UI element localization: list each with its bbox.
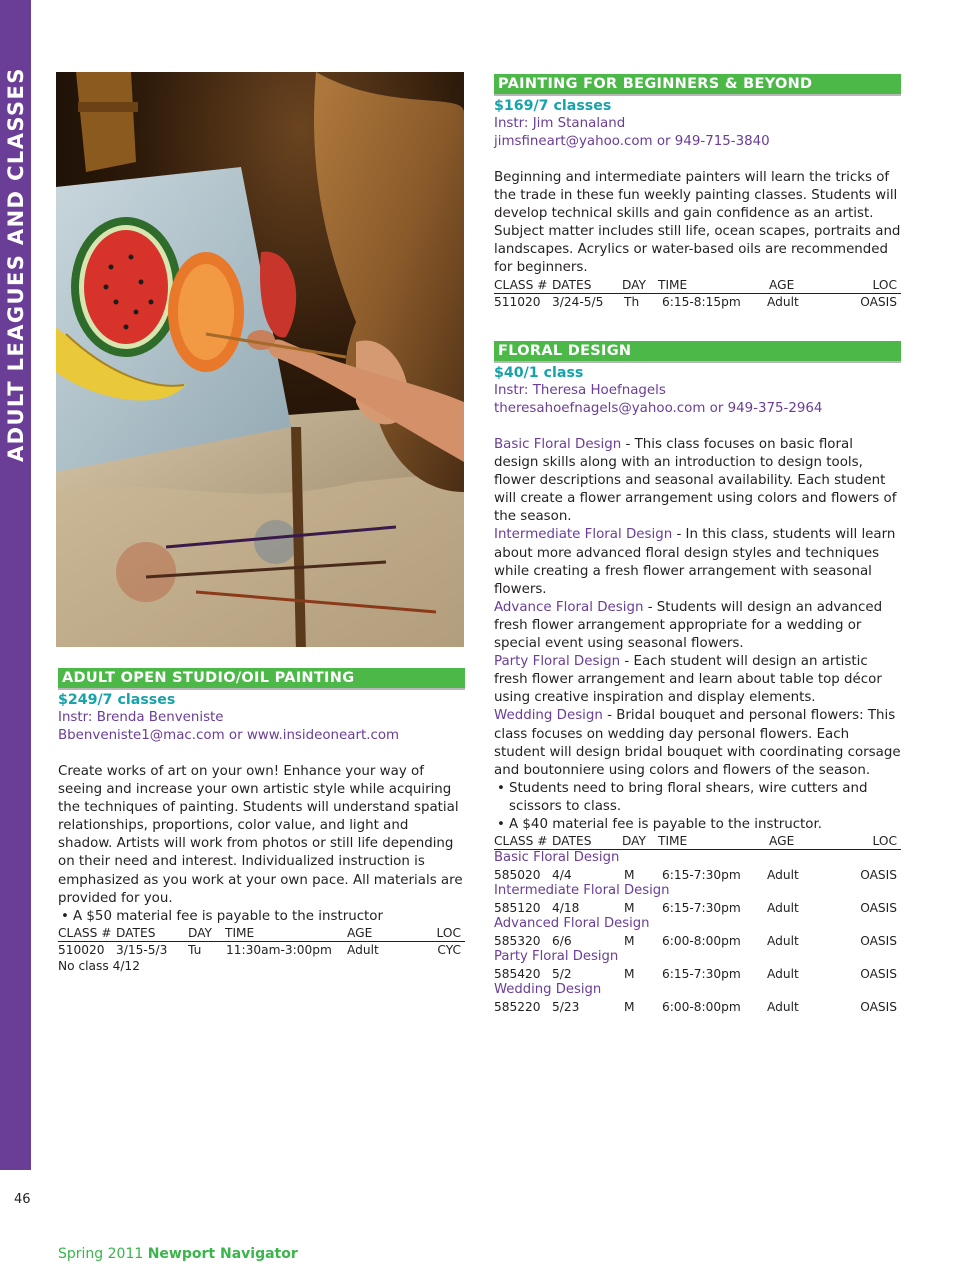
price: $249/7 classes: [58, 692, 176, 708]
contact-info[interactable]: theresahoefnagels@yahoo.com or 949-375-2964: [494, 401, 823, 416]
instructor: Instr: Jim Stanaland: [494, 116, 626, 131]
col-class: CLASS #: [494, 277, 548, 292]
class-loc: OASIS: [860, 867, 897, 882]
course-title: Intermediate Floral Design: [494, 527, 673, 543]
col-dates: DATES: [552, 277, 592, 292]
col-time: TIME: [225, 925, 255, 940]
col-class: CLASS #: [58, 925, 112, 940]
class-table: [494, 834, 901, 1015]
class-note: No class 4/12: [58, 959, 140, 974]
class-dates: 5/2: [552, 966, 572, 981]
contact-info[interactable]: jimsfineart@yahoo.com or 949-715-3840: [494, 134, 770, 149]
class-group-title: Intermediate Floral Design: [494, 883, 670, 899]
col-loc: LOC: [436, 925, 461, 940]
class-time: 6:15-7:30pm: [662, 966, 741, 981]
description: [494, 169, 901, 278]
section-header: FLORAL DESIGN: [494, 341, 901, 363]
section-floral-design: [494, 341, 901, 1015]
course-title: Party Floral Design: [494, 654, 621, 670]
class-age: Adult: [347, 942, 379, 957]
col-dates: DATES: [552, 834, 592, 849]
class-number: 585220: [494, 999, 541, 1014]
class-number: 510020: [58, 942, 105, 957]
course-text: - Bridal bouquet and personal flowers: This class focuses on wedding day personal flowers. Each student will design bridal bouquet with coordinating corsage and boutonniere using colors and flowers of the season.: [494, 708, 901, 778]
class-loc: OASIS: [860, 966, 897, 981]
page-number: 46: [14, 1192, 31, 1207]
col-loc: LOC: [872, 277, 897, 292]
contact-info[interactable]: Bbenveniste1@mac.com or www.insideoneart.com: [58, 728, 400, 743]
class-loc: OASIS: [860, 900, 897, 915]
course-item: [494, 707, 901, 779]
class-day: M: [624, 966, 635, 981]
class-table: [58, 926, 465, 975]
table-header: [494, 834, 901, 850]
course-text: - Each student will design an artistic fresh flower arrangement and learn about table top décor using creative inspiration and display elements.: [494, 654, 882, 706]
instructor: Instr: Brenda Benveniste: [58, 710, 224, 725]
bullet-item: • Students need to bring floral shears, wire cutters and scissors to class.: [494, 780, 901, 816]
class-loc: OASIS: [860, 933, 897, 948]
bullet-list: [58, 908, 465, 926]
painting-class-photo: [56, 72, 464, 647]
section-sidebar: [0, 0, 31, 1170]
table-header: [494, 278, 901, 294]
class-dates: 6/6: [552, 933, 572, 948]
instructor: Instr: Theresa Hoefnagels: [494, 383, 666, 398]
course-item: [494, 653, 901, 707]
class-time: 6:00-8:00pm: [662, 999, 741, 1014]
class-day: M: [624, 933, 635, 948]
class-loc: OASIS: [860, 999, 897, 1014]
description: [494, 436, 901, 834]
table-row: [494, 900, 901, 917]
class-group-title: Basic Floral Design: [494, 850, 620, 866]
table-row: [494, 966, 901, 983]
class-day: M: [624, 999, 635, 1014]
section-open-studio: [58, 668, 465, 975]
footer: [58, 1246, 298, 1262]
col-dates: DATES: [116, 925, 156, 940]
col-time: TIME: [658, 277, 688, 292]
course-text: - Students will design an advanced fresh flower arrangement appropriate for a wedding or special event using seasonal flowers.: [494, 599, 883, 652]
price: $169/7 classes: [494, 98, 612, 114]
col-age: AGE: [769, 834, 795, 849]
course-title: Wedding Design: [494, 708, 603, 724]
description-text: Beginning and intermediate painters will learn the tricks of the trade in these fun weekly painting classes. Students will develop technical skills and gain confidence as an artist. Subject matter includes still life, ocean scapes, portraits and landscapes. Acrylics or water-based oils are recommended for beginners.: [494, 170, 901, 276]
table-row: [494, 933, 901, 950]
sidebar-title: ADULT LEAGUES AND CLASSES: [4, 67, 28, 463]
bullet-item: • A $40 material fee is payable to the instructor.: [494, 816, 901, 834]
course-text: - In this class, students will learn about more advanced floral design styles and techniques while creating a fresh flower arrangement with seasonal flowers.: [494, 527, 896, 597]
class-number: 585420: [494, 966, 541, 981]
bullet-list: [494, 780, 901, 834]
class-age: Adult: [767, 933, 799, 948]
table-row: [494, 867, 901, 884]
course-text: - This class focuses on basic floral design skills along with an introduction to design tools, flower descriptions and seasonal availability. Each student will create a flower arrangement using colors and flowers of the season.: [494, 437, 897, 525]
class-number: 585320: [494, 933, 541, 948]
class-day: Th: [624, 294, 640, 309]
class-number: 585120: [494, 900, 541, 915]
col-day: DAY: [622, 277, 647, 292]
class-age: Adult: [767, 900, 799, 915]
col-class: CLASS #: [494, 834, 548, 849]
class-time: 6:15-8:15pm: [662, 294, 741, 309]
class-time: 6:00-8:00pm: [662, 933, 741, 948]
class-age: Adult: [767, 867, 799, 882]
class-day: M: [624, 900, 635, 915]
course-title: Basic Floral Design: [494, 437, 622, 452]
description: [58, 763, 465, 926]
bullet-item: • A $50 material fee is payable to the instructor: [58, 908, 465, 926]
course-item: [494, 436, 901, 526]
class-dates: 3/24-5/5: [552, 294, 604, 309]
course-title: Advance Floral Design: [494, 599, 644, 615]
col-time: TIME: [658, 834, 688, 849]
class-group-title: Advanced Floral Design: [494, 916, 650, 932]
col-age: AGE: [347, 925, 373, 940]
class-group-title: Wedding Design: [494, 982, 602, 998]
class-day: Tu: [188, 942, 202, 957]
class-group-title: Party Floral Design: [494, 949, 619, 965]
course-item: [494, 599, 901, 653]
footer-season: Spring 2011: [58, 1246, 148, 1262]
class-age: Adult: [767, 294, 799, 309]
col-day: DAY: [622, 834, 647, 849]
description-text: Create works of art on your own! Enhance your way of seeing and increase your own artistic style while acquiring the techniques of painting. Students will understand spatial relationships, proportions, color value, and light and shadow. Artists will work from photos or still life depending on their need and interest. Individualized instruction is emphasized as you work at your own pace. All materials are provided for you.: [58, 764, 463, 906]
table-row: [58, 942, 465, 959]
col-day: DAY: [188, 925, 213, 940]
class-dates: 4/4: [552, 867, 572, 882]
class-dates: 3/15-5/3: [116, 942, 168, 957]
class-number: 511020: [494, 294, 541, 309]
class-age: Adult: [767, 966, 799, 981]
price: $40/1 class: [494, 365, 584, 381]
class-day: M: [624, 867, 635, 882]
table-row: [494, 294, 901, 311]
class-loc: OASIS: [860, 294, 897, 309]
class-time: 6:15-7:30pm: [662, 867, 741, 882]
course-item: [494, 526, 901, 598]
col-age: AGE: [769, 277, 795, 292]
class-table: [494, 278, 901, 311]
class-dates: 4/18: [552, 900, 580, 915]
section-painting-beginners: [494, 74, 901, 310]
footer-brand: Newport Navigator: [147, 1246, 298, 1262]
class-time: 11:30am-3:00pm: [226, 942, 332, 957]
table-row: [494, 999, 901, 1016]
class-time: 6:15-7:30pm: [662, 900, 741, 915]
class-dates: 5/23: [552, 999, 580, 1014]
table-header: [58, 926, 465, 942]
col-loc: LOC: [872, 834, 897, 849]
section-header: PAINTING FOR BEGINNERS & BEYOND: [494, 74, 901, 96]
class-loc: CYC: [437, 942, 461, 957]
class-age: Adult: [767, 999, 799, 1014]
section-header: ADULT OPEN STUDIO/OIL PAINTING: [58, 668, 465, 690]
class-number: 585020: [494, 867, 541, 882]
